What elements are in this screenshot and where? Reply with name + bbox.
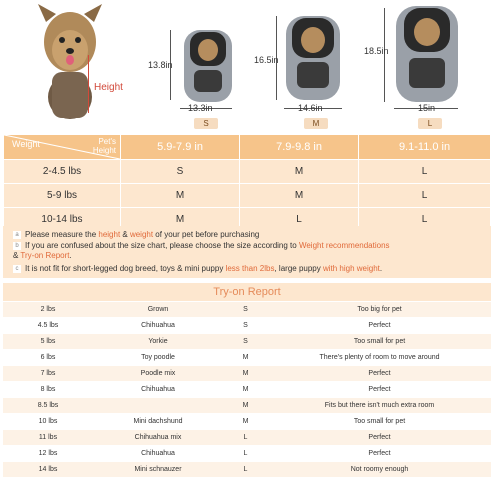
table-corner-header (4, 135, 121, 160)
report-size: M (223, 382, 268, 398)
report-size: M (223, 350, 268, 366)
report-size: S (223, 318, 268, 334)
note-highlight: Try-on Report (20, 251, 70, 260)
note-highlight: Weight recommendations (298, 241, 390, 250)
weight-cell: 2-4.5 lbs (4, 160, 121, 184)
note-text: , large puppy (274, 264, 323, 273)
table-row (3, 318, 491, 334)
corner-height-label: Height (92, 146, 116, 155)
size-cell: S (121, 160, 240, 184)
table-row (3, 414, 491, 430)
report-breed: Yorkie (93, 334, 223, 350)
report-fit: Perfect (268, 366, 491, 382)
report-fit: Too small for pet (268, 414, 491, 430)
report-fit: There's plenty of room to move around (268, 350, 491, 366)
report-breed: Poodle mix (93, 366, 223, 382)
report-weight: 10 lbs (3, 414, 93, 430)
height-label: Height (94, 82, 123, 93)
report-breed: Toy poodle (93, 350, 223, 366)
report-breed: Chihuahua mix (93, 430, 223, 446)
report-weight: 12 lbs (3, 446, 93, 462)
report-title: Try-on Report (3, 283, 491, 301)
report-size: S (223, 302, 268, 318)
report-weight: 11 lbs (3, 430, 93, 446)
yorkie-dog-image (32, 2, 108, 120)
note-text: If you are confused about the size chart, please choose the size according to (25, 241, 299, 250)
height-value-s: 13.8in (148, 60, 173, 70)
report-fit: Perfect (268, 430, 491, 446)
table-row (3, 334, 491, 350)
report-weight: 14 lbs (3, 462, 93, 478)
weight-cell: 10-14 lbs (4, 208, 121, 232)
report-size: L (223, 430, 268, 446)
note-tag-a: a (13, 231, 21, 239)
report-size: M (223, 398, 268, 414)
report-fit: Too small for pet (268, 334, 491, 350)
table-row (4, 184, 491, 208)
carrier-bag-medium-image (282, 12, 344, 102)
note-text: & (120, 230, 130, 239)
report-breed: Mini schnauzer (93, 462, 223, 478)
report-breed: Chihuahua (93, 446, 223, 462)
report-fit: Fits but there isn't much extra room (268, 398, 491, 414)
table-row (4, 160, 491, 184)
note-a (13, 230, 259, 239)
width-value-s: 13.3in (188, 103, 213, 113)
report-weight: 6 lbs (3, 350, 93, 366)
note-tag-b: b (13, 242, 21, 250)
size-cell: M (240, 184, 359, 208)
table-row (3, 446, 491, 462)
size-cell: L (359, 208, 491, 232)
note-tag-c: c (13, 265, 21, 273)
weight-cell: 5-9 lbs (4, 184, 121, 208)
note-text: & (13, 251, 21, 260)
table-row (3, 462, 491, 478)
column-header: 5.9-7.9 in (121, 135, 240, 160)
size-badge-s: S (194, 118, 218, 129)
report-weight: 5 lbs (3, 334, 93, 350)
try-on-report-table (3, 302, 491, 478)
notes-panel (3, 226, 491, 278)
table-row (3, 302, 491, 318)
report-fit: Perfect (268, 382, 491, 398)
report-breed: Chihuahua (93, 382, 223, 398)
height-indicator-line (88, 55, 89, 113)
note-highlight: weight (129, 230, 154, 239)
note-c (13, 264, 382, 273)
report-breed: Mini dachshund (93, 414, 223, 430)
corner-pet-label: Pet's (98, 137, 116, 146)
table-row (3, 398, 491, 414)
report-size: S (223, 334, 268, 350)
size-cell: L (359, 184, 491, 208)
report-fit: Not roomy enough (268, 462, 491, 478)
size-badge-l: L (418, 118, 442, 129)
report-size: M (223, 414, 268, 430)
note-highlight: with high weight (322, 264, 380, 273)
size-cell: M (240, 160, 359, 184)
note-text: of your pet before purchasing (153, 230, 260, 239)
report-size: L (223, 446, 268, 462)
height-value-l: 18.5in (364, 46, 389, 56)
report-weight: 8 lbs (3, 382, 93, 398)
width-value-l: 15in (418, 103, 436, 113)
report-breed: Chihuahua (93, 318, 223, 334)
table-row (3, 430, 491, 446)
carrier-bag-large-image (392, 2, 462, 104)
note-highlight: height (98, 230, 121, 239)
note-text: . (379, 264, 383, 273)
height-value-m: 16.5in (254, 55, 279, 65)
report-size: L (223, 462, 268, 478)
report-weight: 4.5 lbs (3, 318, 93, 334)
column-header: 7.9-9.8 in (240, 135, 359, 160)
size-chart-table (3, 134, 491, 232)
table-row (3, 366, 491, 382)
carrier-bag-small-image (180, 26, 236, 104)
column-header: 9.1-11.0 in (359, 135, 491, 160)
width-value-m: 14.6in (298, 103, 323, 113)
report-weight: 2 lbs (3, 302, 93, 318)
table-row (3, 382, 491, 398)
note-highlight: less than 2lbs (225, 264, 275, 273)
table-row (3, 350, 491, 366)
size-badge-m: M (304, 118, 328, 129)
size-cell: M (121, 208, 240, 232)
report-fit: Perfect (268, 318, 491, 334)
note-text: Please measure the (25, 230, 99, 239)
report-fit: Too big for pet (268, 302, 491, 318)
size-cell: L (240, 208, 359, 232)
report-fit: Perfect (268, 446, 491, 462)
note-text: . (69, 251, 72, 260)
size-cell: M (121, 184, 240, 208)
report-weight: 8.5 lbs (3, 398, 93, 414)
report-breed (93, 398, 223, 414)
note-b (13, 241, 483, 261)
corner-weight-label: Weight (12, 139, 40, 149)
size-cell: L (359, 160, 491, 184)
report-size: M (223, 366, 268, 382)
note-text: It is not fit for short-legged dog breed, toys & mini puppy (25, 264, 226, 273)
report-breed: Grown (93, 302, 223, 318)
report-weight: 7 lbs (3, 366, 93, 382)
